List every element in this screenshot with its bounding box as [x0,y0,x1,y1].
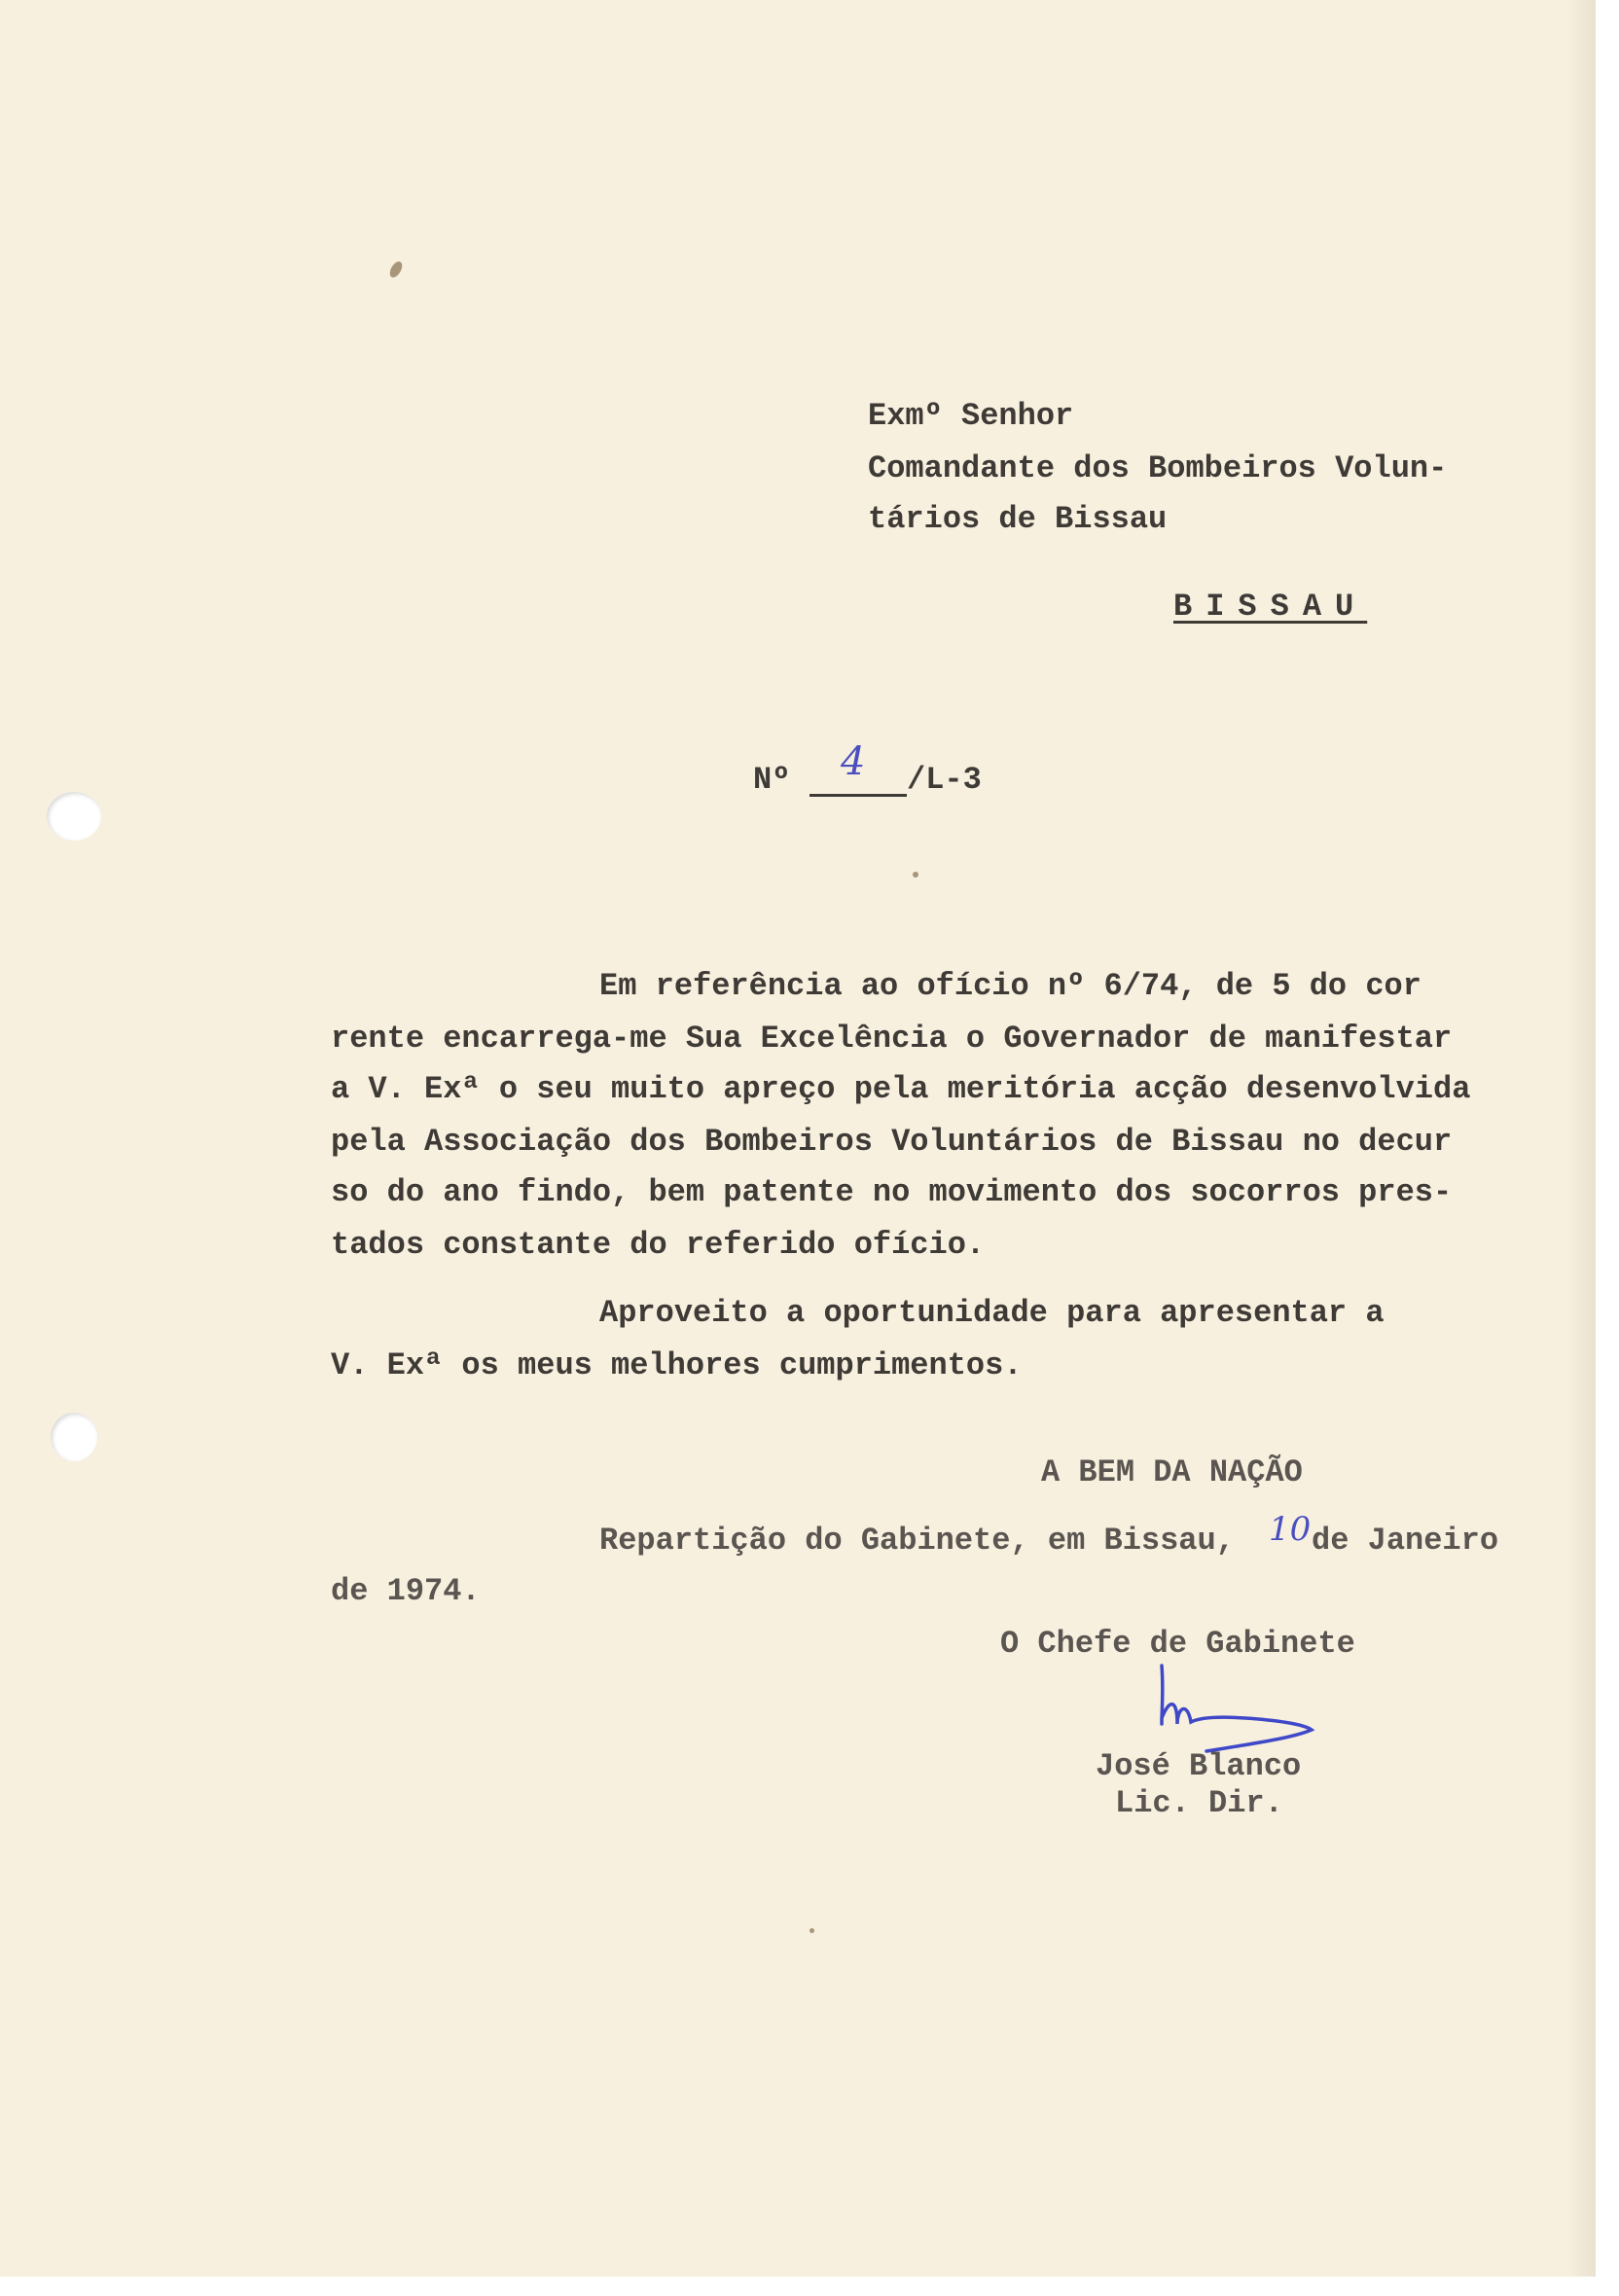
punch-hole-top [47,792,101,841]
signatory-title: Lic. Dir. [1115,1785,1283,1821]
paper-speck [913,872,918,878]
closing-motto: A BEM DA NAÇÃO [1041,1454,1303,1490]
addressee-line-3: tários de Bissau [868,501,1168,537]
paper-speck [810,1928,814,1933]
closing-day: 10 [1269,1510,1312,1549]
reference-number-line [810,794,907,797]
punch-hole-bottom [51,1413,97,1461]
body-paragraph-2-line-1: Aproveito a oportunidade para apresentar a [599,1295,1385,1331]
body-paragraph-1-line-3: a V. Exª o seu muito apreço pela meritória acção desenvolvida [331,1071,1471,1107]
signatory-name: José Blanco [1096,1748,1302,1784]
body-paragraph-1-line-2: rente encarrega-me Sua Excelência o Governador de manifestar [331,1021,1453,1057]
body-paragraph-1-line-4: pela Associação dos Bombeiros Voluntários de Bissau no decur [331,1124,1453,1160]
body-paragraph-2-line-2: V. Exª os meus melhores cumprimentos. [331,1347,1023,1383]
reference-number: 4 [841,739,866,784]
reference-suffix: /L-3 [907,762,982,798]
closing-month: de Janeiro [1312,1523,1499,1559]
page-edge-shadow [1566,0,1596,2277]
closing-year-line: de 1974. [331,1573,481,1609]
addressee-salutation: Exmº Senhor [868,398,1074,434]
addressee-city: BISSAU [1173,589,1368,625]
addressee-line-2: Comandante dos Bombeiros Volun- [868,450,1448,486]
body-paragraph-1-line-1: Em referência ao ofício nº 6/74, de 5 do cor [599,968,1421,1004]
paper-speck [387,260,405,280]
closing-place-date: Repartição do Gabinete, em Bissau, [599,1523,1235,1559]
body-paragraph-1-line-6: tados constante do referido ofício. [331,1227,986,1263]
body-paragraph-1-line-5: so do ano findo, bem patente no movimento dos socorros pres- [331,1174,1453,1210]
closing-role: O Chefe de Gabinete [1000,1626,1355,1662]
reference-prefix: Nº [753,762,791,798]
